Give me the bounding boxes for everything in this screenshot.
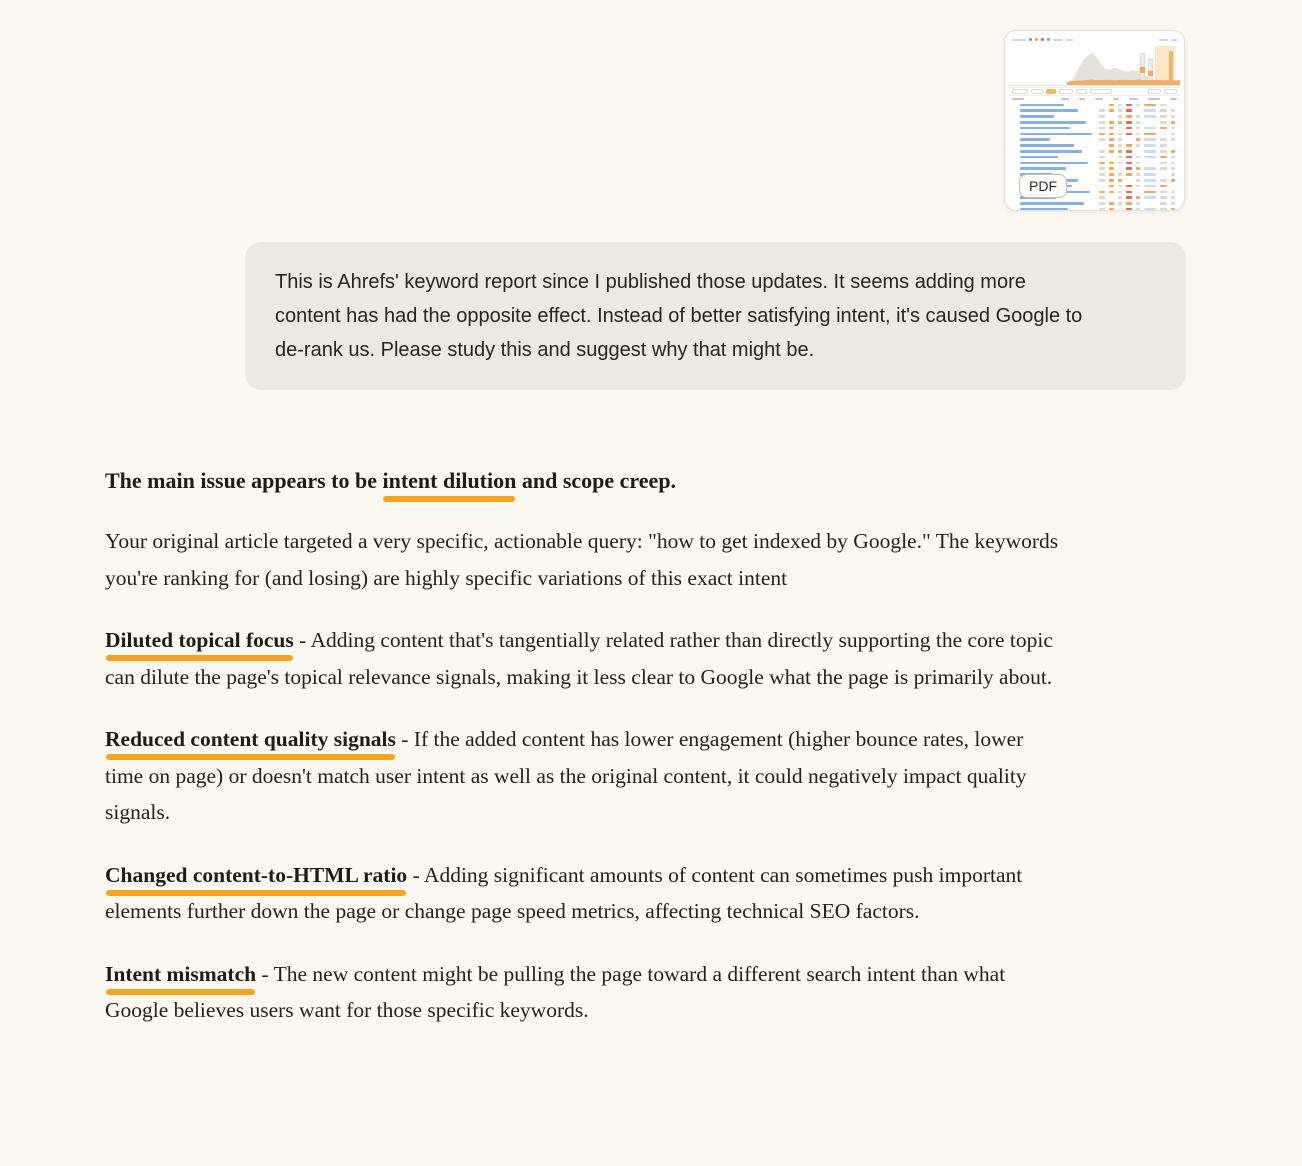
heading-prefix: The main issue appears to be bbox=[105, 468, 383, 493]
point-text: - Adding content that's tangentially related rather than directly supporting the core topic can dilute the page's topical relevance signals, making it less clear to Google what the page is primarily about. bbox=[105, 628, 1053, 689]
response-point-reduced-content-quality-signals bbox=[105, 721, 1065, 831]
thumbnail-filter-row bbox=[1009, 87, 1180, 96]
term-changed-content-to-html-ratio: Changed content-to-HTML ratio bbox=[105, 862, 408, 887]
thumbnail-legend-row bbox=[1009, 36, 1180, 43]
legend-dot-icon bbox=[1041, 38, 1044, 41]
term-intent-mismatch: Intent mismatch bbox=[105, 961, 257, 986]
pdf-badge: PDF bbox=[1019, 174, 1067, 198]
legend-dot-icon bbox=[1035, 38, 1038, 41]
term-diluted-topical-focus: Diluted topical focus bbox=[105, 628, 294, 652]
heading-suffix: and scope creep. bbox=[516, 468, 677, 493]
point-text: - The new content might be pulling the page toward a different search intent than what Google believes users want for those specific keywords. bbox=[105, 961, 1006, 1022]
response-point-changed-content-to-html-ratio bbox=[105, 857, 1065, 930]
response-intro: Your original article targeted a very specific, actionable query: "how to get indexed by Google." The keywords you're ranking for (and losing) are highly specific variations of this exact intent bbox=[105, 529, 1059, 590]
legend-dot-icon bbox=[1047, 38, 1050, 41]
assistant-response bbox=[105, 464, 1155, 1055]
heading-highlight-intent-dilution: intent dilution bbox=[382, 468, 517, 493]
point-text: - Adding significant amounts of content can sometimes push important elements further down the page or change page speed metrics, affecting technical SEO factors. bbox=[105, 862, 1023, 923]
term-reduced-content-quality-signals: Reduced content quality signals bbox=[105, 727, 396, 751]
response-point-intent-mismatch bbox=[105, 956, 1065, 1029]
user-message-text: This is Ahrefs' keyword report since I published those updates. It seems adding more content has had the opposite effect. Instead of better satisfying intent, it's caused Google to de-rank us. Please study this and suggest why that might be. bbox=[275, 271, 1083, 361]
response-point-diluted-topical-focus bbox=[105, 622, 1065, 695]
response-heading bbox=[105, 464, 1065, 498]
thumbnail-area-chart bbox=[1009, 43, 1180, 87]
point-text: - If the added content has lower engagement (higher bounce rates, lower time on page) or doesn't match user intent as well as the original content, it could negatively impact quality signals. bbox=[105, 727, 1027, 824]
user-message-bubble bbox=[245, 242, 1186, 390]
legend-dot-icon bbox=[1029, 38, 1032, 41]
thumbnail-table-row bbox=[1011, 206, 1178, 211]
pdf-attachment[interactable] bbox=[1004, 30, 1185, 211]
